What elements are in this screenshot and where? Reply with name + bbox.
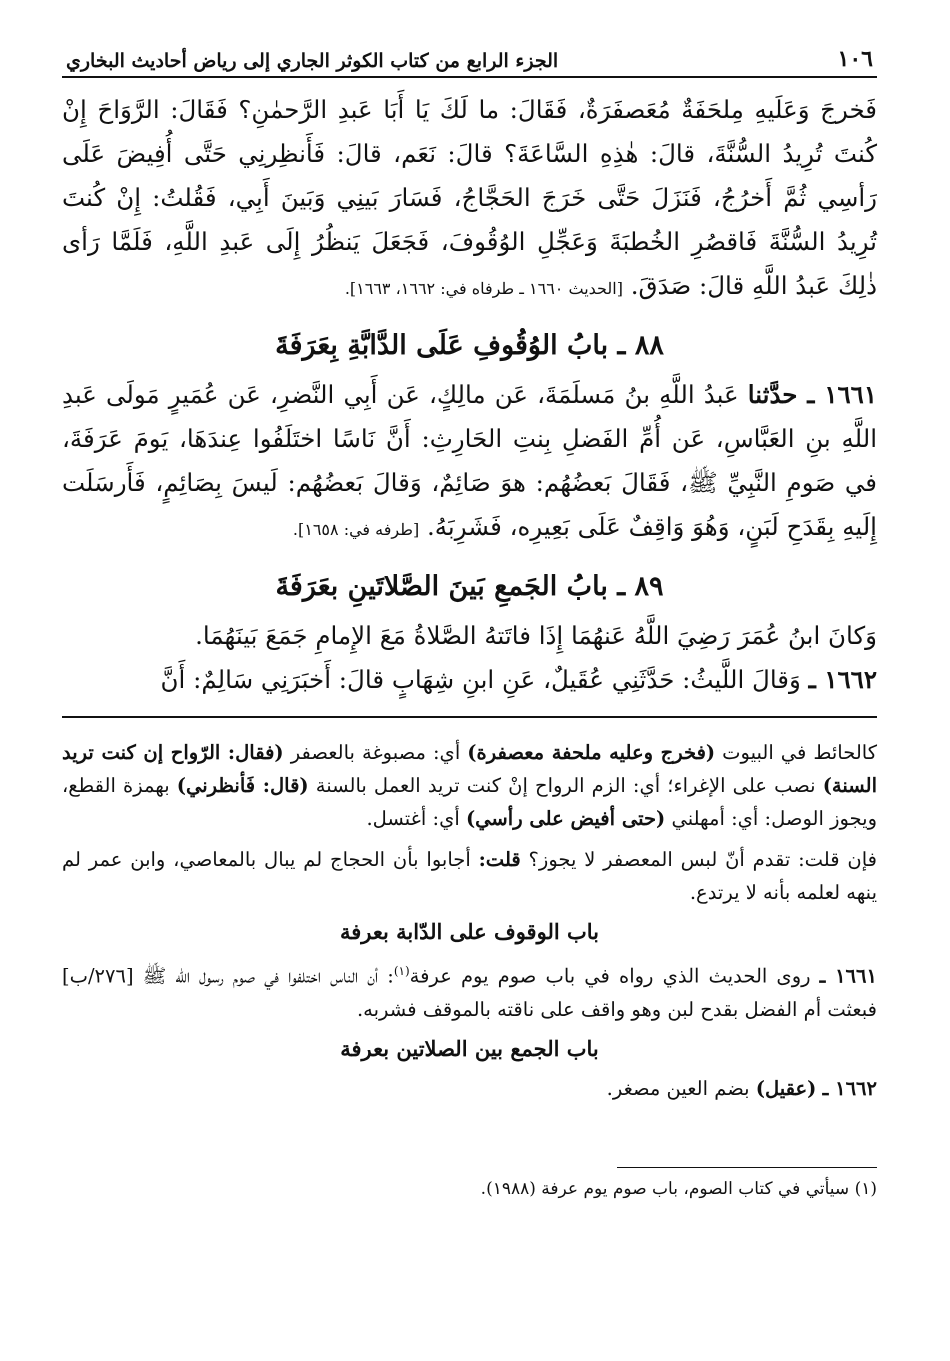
- hadith-1661: ١٦٦١ ـ حدَّثنا عَبدُ اللَّهِ بنُ مَسلَمَةَ، عَن مالِكٍ، عَن أَبِي النَّضرِ، عَن عُمَيرٍ مَولَى عَبدِ اللَّهِ بنِ العَبَّاسِ، عَن أُمِّ الفَضلِ بِنتِ الحَارِثِ: أَنَّ نَاسًا اختَلَفُوا عِندَهَا، يَومَ عَرَفَةَ، في صَومِ النَّبِيِّ ﷺ، فَقَالَ بَعضُهُم: هوَ صَائِمٌ، وَقالَ بَعضُهُم: لَيسَ بِصَائِمٍ، فَأَرسَلَت إِلَيهِ بِقَدَحِ لَبَنٍ، وَهُوَ وَاقِفٌ عَلَى بَعِيرِه، فَشَرِبَهُ. [طرفه في: ١٦٥٨].: [62, 380, 877, 541]
- cross-reference: [الحديث ١٦٦٠ ـ طرفاه في: ١٦٦٢، ١٦٦٣].: [344, 279, 623, 298]
- athar-ibn-umar: وَكانَ ابنُ عُمَرَ رَضِيَ اللَّهُ عَنهُمَا إِذَا فاتَتهُ الصَّلاةُ مَعَ الإِمامِ جَمَعَ بَينَهُمَا.: [195, 621, 877, 650]
- hadith-number: ١٦٦١ ـ: [819, 964, 877, 988]
- footnote: [62, 1174, 877, 1204]
- hadith-text: [62, 88, 877, 702]
- commentary-paragraph: فإن قلت: تقدم أنّ لبس المعصفر لا يجوز؟ قلت: أجابوا بأن الحجاج لم يبال بالمعاصي، وابن عمر لم ينهه لعلمه بأنه لا يرتدع.: [62, 848, 877, 904]
- footnote-marker[interactable]: (١): [393, 964, 410, 978]
- commentary: [62, 736, 877, 1105]
- footnote-number: (١): [854, 1178, 877, 1199]
- book-title: الجزء الرابع من كتاب الكوثر الجاري إلى رياض أحاديث البخاري: [66, 50, 559, 72]
- chapter-heading-88: ٨٨ ـ بابُ الوُقُوفِ عَلَى الدَّابَّةِ بِعَرَفَةَ: [275, 330, 664, 361]
- commentary-paragraph: ١٦٦١ ـ روى الحديث الذي رواه في باب صوم يوم عرفة$^{(١)}$: أن الناس اختلفوا في صوم رسول الله ﷺ [٢٧٦/ب] فبعثت أم الفضل بقدح لبن وهو واقف على ناقته بالموقف فشربه.: [62, 964, 877, 1021]
- book-page: [62, 38, 877, 1204]
- hadith-number: ١٦٦١ ـ حدَّثنا: [747, 380, 877, 409]
- commentary-paragraph: كالحائط في البيوت (فخرج وعليه ملحفة معصفرة) أي: مصبوغة بالعصفر (فقال: الرّواح إن كنت تريد السنة) نصب على الإغراء؛ أي: الزم الرواح إنْ كنت تريد العمل بالسنة (قال: فَأنظرني) بهمزة القطع، ويجوز الوصل: أي: أمهلني (حتى أفيض على رأسي) أي: أغتسل.: [62, 741, 878, 830]
- hadith-1660-continuation: فَخرجَ وَعَلَيهِ مِلحَفَةٌ مُعَصفَرَةٌ، فَقَالَ: ما لَكَ يَا أَبَا عَبدِ الرَّحمٰنِ؟ فَقَالَ: الرَّوَاحَ إِنْ كُنتَ تُرِيدُ السُّنَّةَ، قالَ: هٰذِهِ السَّاعَةَ؟ قالَ: نَعَم، قالَ: فَأَنظِرنِي حَتَّى أُفِيضَ عَلَى رَأسِي ثُمَّ أَخرُجُ، فَنَزَلَ حَتَّى خَرَجَ الحَجَّاجُ، فَسَارَ بَينِي وَبَينَ أَبِي، فَقُلتُ: إِنْ كُنتَ تُرِيدُ السُّنَّةَ فَاقصُرِ الخُطبَةَ وَعَجِّلِ الوُقُوفَ، فَجَعَلَ يَنظُرُ إِلَى عَبدِ اللَّهِ، فَلَمَّا رَأى ذٰلِكَ عَبدُ اللَّهِ قالَ: صَدَقَ. [الحديث ١٦٦٠ ـ طرفاه في: ١٦٦٢، ١٦٦٣].: [62, 95, 877, 300]
- cross-reference: [طرفه في: ١٦٥٨].: [292, 520, 420, 539]
- hadith-number: ١٦٦٢ ـ: [808, 665, 877, 694]
- section-divider: [62, 716, 877, 718]
- page-number: ١٠٦: [837, 46, 873, 72]
- footnote-separator: [617, 1167, 877, 1168]
- running-header: [62, 38, 877, 78]
- commentary-heading: باب الجمع بين الصلاتين بعرفة: [340, 1035, 599, 1061]
- footnote-text: سيأتي في كتاب الصوم، باب صوم يوم عرفة (١٩٨٨).: [480, 1178, 850, 1199]
- hadith-number: ١٦٦٢ ـ: [822, 1076, 877, 1100]
- commentary-paragraph: ١٦٦٢ ـ (عقيل) بضم العين مصغر.: [606, 1076, 877, 1100]
- hadith-1662: ١٦٦٢ ـ وَقالَ اللَّيثُ: حَدَّثَنِي عُقَيلٌ، عَنِ ابنِ شِهَابٍ قالَ: أَخبَرَنِي سَالِمٌ: أَنَّ: [160, 665, 877, 694]
- chapter-heading-89: ٨٩ ـ بابُ الجَمعِ بَينَ الصَّلاتَينِ بعَرَفَةَ: [275, 571, 664, 602]
- commentary-heading: باب الوقوف على الدّابة بعرفة: [339, 919, 600, 944]
